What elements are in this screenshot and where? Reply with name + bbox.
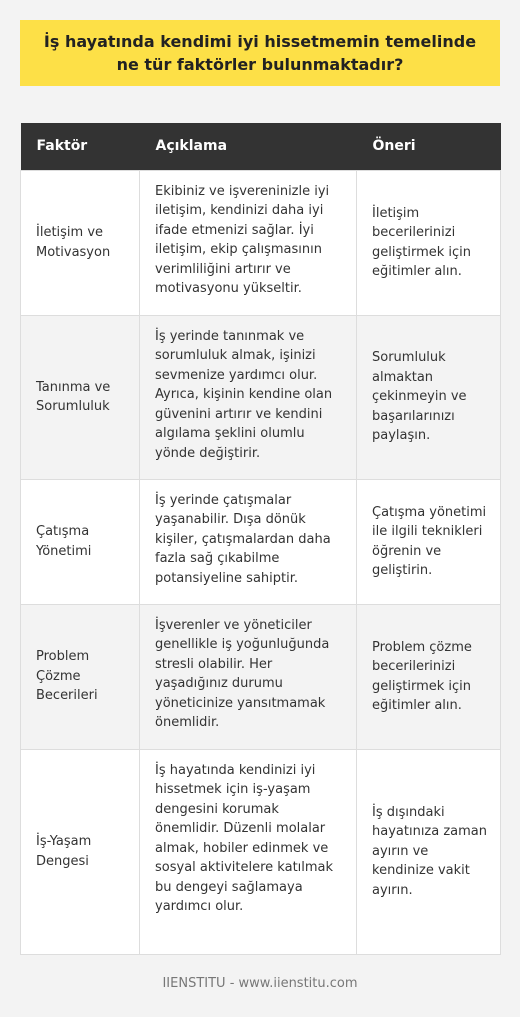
suggestion-cell: Çatışma yönetimi ile ilgili teknikleri öğrenin ve geliştirin. [357,479,501,604]
page-title: İş hayatında kendimi iyi hissetmemin temelinde ne tür faktörler bulunmaktadır? [43,32,477,74]
table-row [21,749,501,954]
header-description: Açıklama [140,123,357,170]
table-row [21,315,501,479]
factor-cell: İletişim ve Motivasyon [21,170,140,315]
header-suggestion: Öneri [357,123,501,170]
table-header-row [21,123,501,170]
suggestion-cell: Problem çözme becerilerinizi geliştirmek için eğitimler alın. [357,604,501,749]
factor-cell: Çatışma Yönetimi [21,479,140,604]
footer-credit: IIENSTITU - www.iienstitu.com [162,976,358,991]
description-cell: İş yerinde tanınmak ve sorumluluk almak, işinizi sevmenize yardımcı olur. Ayrıca, kişinin kendine olan güvenini artırır ve kendini algılama şeklini olumlu yönde değiştirir. [140,315,357,479]
factor-cell: Problem Çözme Becerileri [21,604,140,749]
table-row [21,479,501,604]
factors-table [20,123,501,955]
description-cell: İş yerinde çatışmalar yaşanabilir. Dışa dönük kişiler, çatışmalardan daha fazla sağ çıkabilme potansiyeline sahiptir. [140,479,357,604]
description-cell: İşverenler ve yöneticiler genellikle iş yoğunluğunda stresli olabilir. Her yaşadığınız durumu yöneticinize yansıtmamak önemlidir. [140,604,357,749]
suggestion-cell: İş dışındaki hayatınıza zaman ayırın ve kendinize vakit ayırın. [357,749,501,954]
table-row [21,170,501,315]
factor-cell: Tanınma ve Sorumluluk [21,315,140,479]
suggestion-cell: Sorumluluk almaktan çekinmeyin ve başarılarınızı paylaşın. [357,315,501,479]
description-cell: Ekibiniz ve işvereninizle iyi iletişim, kendinizi daha iyi ifade etmenizi sağlar. İyi iletişim, ekip çalışmasının verimliliğini artırır ve motivasyonu yükseltir. [140,170,357,315]
description-cell: İş hayatında kendinizi iyi hissetmek için iş-yaşam dengesini korumak önemlidir. Düzenli molalar almak, hobiler edinmek ve sosyal aktivitelere katılmak bu dengeyi sağlamaya yardımcı olur. [140,749,357,954]
suggestion-cell: İletişim becerilerinizi geliştirmek için eğitimler alın. [357,170,501,315]
factor-cell: İş-Yaşam Dengesi [21,749,140,954]
table-row [21,604,501,749]
title-banner [20,20,500,86]
header-factor: Faktör [21,123,140,170]
